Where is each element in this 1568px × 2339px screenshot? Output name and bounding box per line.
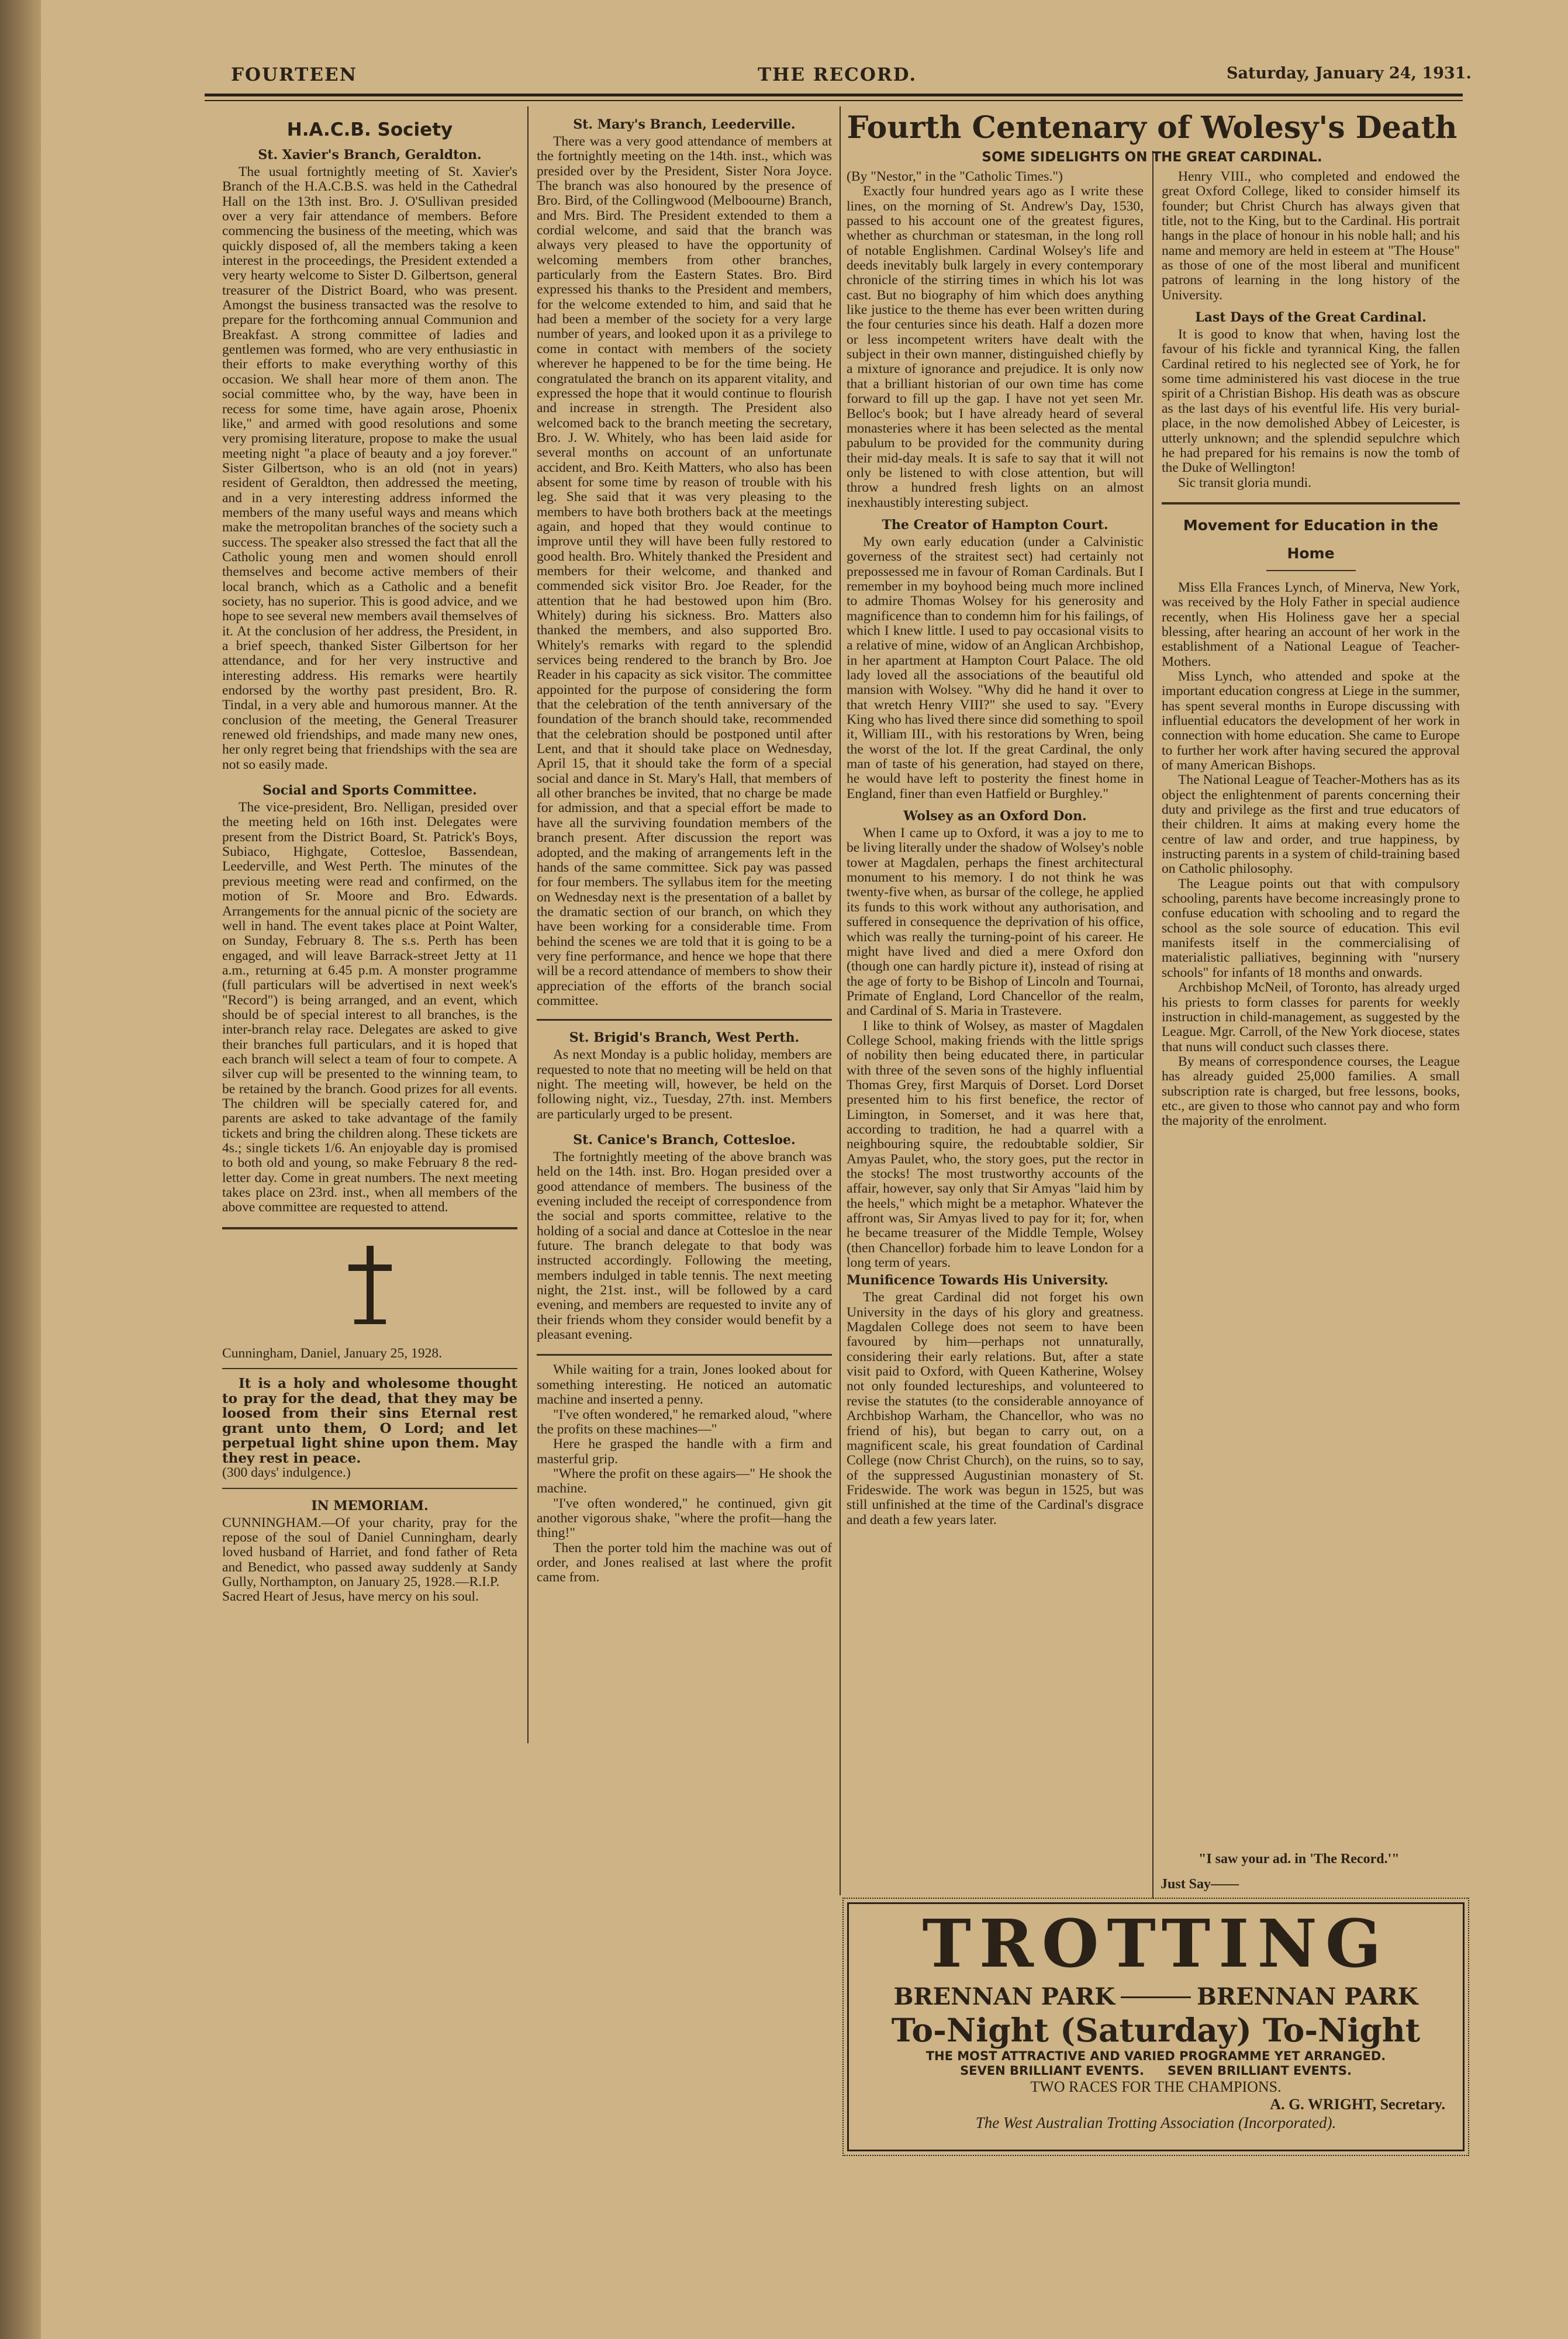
- article-subheading: Wolsey as an Oxford Don.: [903, 809, 1087, 824]
- page-binding-edge: [0, 0, 41, 2339]
- memoriam-closing: Sacred Heart of Jesus, have mercy on his soul.: [222, 1589, 479, 1605]
- divider: [1266, 570, 1356, 571]
- article-body: There was a very good attendance of members at the fortnightly meeting on the 14th. inst., which was presided over by the President, Sister Nora Joyce. The branch was also honoured by the presence of Bro. Bird, of the Collingwood (Melboourne) Branch, and Mrs. Bird. The President extended to them a cordial welcome, and said that the branch was always very pleased to have the opportunity of welcoming members from other branches, particularly from the Eastern States. Bro. Bird expressed his thanks to the President and members, for the welcome extended to him, and said that he had been a member of the society for a very large number of years, and looked upon it as a privilege to come in contact with members of the society wherever he happened to be for the time being. He congratulated the branch on its apparent vitality, and expressed the hope that it would continue to flourish and increase in strength. The President also welcomed back to the branch meeting the secretary, Bro. J. W. Whitely, who has been laid aside for several months on account of an unfortunate accident, and Bro. Keith Matters, who also has been absent for some time by reason of trouble with his leg. She said that it was very pleasing to the members to have both brothers back at the meetings again, and hoped that they would continue to improve until they will have been fully restored to good health. Bro. Whitely thanked the President and members for their welcome, and thanked and commended sick visitor Bro. Joe Reader, for the attention that he had bestowed upon him (Bro. Whitely) during his sickness. Bro. Matters also thanked the members, and also supported Bro. Whitely's remarks with regard to the splendid services being rendered to the branch by Bro. Joe Reader in his capacity as sick visitor. The committee appointed for the purpose of considering the form that the celebration of the tenth anniversary of the foundation of the branch should take, recommended that the celebration should be postponed until after Lent, and that it should take place on Wednesday, April 15, that it should take the form of a special social and dance in St. Mary's Hall, that members of all other branches be invited, that no charge be made for admission, and that a special effort be made to have all the surviving foundation members of the branch present. After discussion the report was adopted, and the making of arrangements left in the hands of the same committee. Sick pay was passed for four members. The syllabus item for the meeting on Wednesday next is the presentation of a ballet by the dramatic section of our branch, on which they have been working for a considerable time. From behind the scenes we are told that it is going to be a very fine performance, and hence we hope that there will be a record attendance of members to show their appreciation of the efforts of the branch social committee.: [537, 134, 832, 1008]
- ad-venue: [849, 1982, 1463, 2012]
- article-body: Archbishop McNeil, of Toronto, has already urged his priests to form classes for parents for weekly instruction in child-management, as suggested by the League. Mgr. Carroll, of the New York diocese, states that nuns will conduct such classes there.: [1162, 980, 1460, 1055]
- article-body: As next Monday is a public holiday, members are requested to note that no meeting will be held on that night. The meeting will, however, be held on the following night, viz., Tuesday, 27th. inst. Members are particularly urged to be present.: [537, 1047, 832, 1122]
- story-paragraph: Then the porter told him the machine was out of order, and Jones realised at last where the profit came from.: [537, 1540, 832, 1585]
- article-body: The National League of Teacher-Mothers has as its object the enlightenment of parents concerning their duty and privilege as the first and true educators of their children. It aims at making every home the centre of law and order, and true happiness, by instructing parents in a system of child-training based on Catholic philosophy.: [1162, 772, 1460, 877]
- closing-latin: Sic transit gloria mundi.: [1178, 475, 1312, 490]
- divider: [537, 1019, 832, 1021]
- masthead: THE RECORD.: [758, 64, 917, 85]
- wolsey-subheadline: SOME SIDELIGHTS ON THE GREAT CARDINAL.: [982, 150, 1322, 165]
- byline: (By "Nestor," in the "Catholic Times."): [847, 169, 1063, 184]
- column-rule: [527, 106, 529, 1743]
- ad-venue-left: BRENNAN PARK: [893, 1983, 1115, 2010]
- article-body: The vice-president, Bro. Nelligan, presided over the meeting held on 16th inst. Delegates were present from the District Board, St. Patrick's Boys, Subiaco, Highgate, Cottesloe, Bassendean, Leederville, and West Perth. The minutes of the previous meeting were read and confirmed, on the motion of Sr. Moore and Bro. Edwards. Arrangements for the annual picnic of the society are well in hand. The event takes place at Point Walter, on Sunday, February 8. The s.s. Perth has been engaged, and will leave Barrack-street Jetty at 11 a.m., returning at 6.45 p.m. A monster programme (full particulars will be advertised in next week's "Record") is being arranged, and an event, which should be of special interest to all branches, is the inter-branch relay race. Delegates are asked to give their branches full particulars, and it is hoped that each branch will select a team of four to compete. A silver cup will be presented to the winning team, to be retained by the branch. Good prizes for all events. The children will be specially catered for, and parents are asked to take advantage of the family tickets and bring the children along. These tickets are 4s.; single tickets 1/6. An enjoyable day is promised to both old and young, so make February 8 the red-letter day. Come in great numbers. The next meeting takes place on 23rd. inst., when all members of the above committee are requested to attend.: [222, 800, 517, 1215]
- ad-events-right: SEVEN BRILLIANT EVENTS.: [1168, 2064, 1352, 2078]
- article-body: The great Cardinal did not forget his own University in the days of his glory and greatness. Magdalen College does not seem to have been favoured by him—perhaps not unnaturally, considering their early relations. But, after a state visit paid to Oxford, with Queen Katherine, Wolsey not only founded lectureships, and volunteered to revise the statutes (to the considerable annoyance of Archbishop Warham, the Chancellor, who was no friend of his), but began to carry out, on a magnificent scale, his great foundation of Cardinal College (now Christ Church), on the ruins, so to say, of the suppressed Augustinian monastery of St. Frideswide. The work was begun in 1525, but was still unfinished at the time of the Cardinal's disgrace and death a few years later.: [847, 1290, 1144, 1528]
- article-subheading: Munificence Towards His University.: [847, 1273, 1108, 1288]
- article-subheading: Last Days of the Great Cardinal.: [1195, 310, 1427, 326]
- ad-when: To-Night (Saturday) To-Night: [891, 2011, 1421, 2049]
- story-paragraph: Here he grasped the handle with a firm and masterful grip.: [537, 1436, 832, 1467]
- obituary-line: Cunningham, Daniel, January 25, 1928.: [222, 1346, 443, 1362]
- wolsey-headline: Fourth Centenary of Wolesy's Death: [847, 110, 1458, 146]
- column-2: [537, 115, 832, 1585]
- article-body: Henry VIII., who completed and endowed the great Oxford College, liked to consider himself its founder; but Christ Church has always given that title, not to the King, but to the Cardinal. His portrait hangs in the place of honour in his noble hall; and his name and memory are held in esteem at "The House" as those of one of the most liberal and munificent patrons of learning in the long history of the University.: [1162, 169, 1460, 303]
- column-3: [847, 170, 1144, 1528]
- ad-venue-right: BRENNAN PARK: [1197, 1983, 1418, 2010]
- divider: [537, 1354, 832, 1356]
- story-paragraph: While waiting for a train, Jones looked about for something interesting. He noticed an automatic machine and inserted a penny.: [537, 1362, 832, 1408]
- divider: [1162, 502, 1460, 505]
- article-body: It is good to know that when, having lost the favour of his fickle and tyrannical King, the fallen Cardinal retired to his neglected see of York, he for some time administered his vast diocese in the true spirit of a Christian Bishop. His death was as obscure as the last days of his eventful life. His very burial-place, in the now demolished Abbey of Leicester, is utterly unknown; and the splendid sepulchre which he had prepared for his remains is now the tomb of the Duke of Wellington!: [1162, 327, 1460, 476]
- indulgence-note: (300 days' indulgence.): [222, 1465, 351, 1481]
- ad-races: TWO RACES FOR THE CHAMPIONS.: [1030, 2078, 1282, 2095]
- article-body: Miss Ella Frances Lynch, of Minerva, New York, was received by the Holy Father in special audience recently, when His Holiness gave her a special blessing, after hearing an account of her work in the establishment of a National League of Teacher-Mothers.: [1162, 579, 1460, 669]
- article-body: My own early education (under a Calvinistic governess of the straitest sect) had certainly not prepossessed me in favour of Roman Cardinals. But I remember in my boyhood being much more inclined to admire Thomas Wolsey for his generosity and magnificence than to condemn him for his failings, of which I knew little. I used to pay occasional visits to a relative of mine, widow of an Anglican Archbishop, in her apartment at Hampton Court Palace. The old lady loved all the associations of the beautiful old mansion with Wolsey. "Why did he hand it over to that wretch Henry VIII?" she used to say. "Every King who has lived there since did something to spoil it, William III., with his restorations by Wren, being the worst of the lot. If the great Cardinal, the only man of taste of his generation, had stayed on there, he would have left to posterity the finest home in England, finer than even Hatfield or Burghley.": [847, 534, 1144, 801]
- ad-events-left: SEVEN BRILLIANT EVENTS.: [960, 2064, 1144, 2078]
- article-heading: St. Canice's Branch, Cottesloe.: [573, 1132, 796, 1148]
- article-body: By means of correspondence courses, the League has already guided 25,000 families. A small subscription rate is charged, but free lessons, books, etc., are given to those who cannot pay and who form the majority of the enrolment.: [1162, 1053, 1460, 1129]
- column-1: [222, 115, 517, 1605]
- article-body: Miss Lynch, who attended and spoke at the important education congress at Liege in the summer, has spent several months in Europe discussing with influential educators the development of her work in connection with home education. She came to Europe to further her work after having secured the approval of many American Bishops.: [1162, 668, 1460, 773]
- section-title: H.A.C.B. Society: [286, 119, 453, 140]
- story-paragraph: "Where the profit on these agairs—" He shook the machine.: [537, 1466, 832, 1497]
- story-paragraph: "I've often wondered," he remarked aloud, "where the profits on these machines—": [537, 1407, 832, 1437]
- cross-icon: [222, 1246, 517, 1331]
- article-body: The League points out that with compulsory schooling, parents have become increasingly prone to confuse education with schooling and to regard the school as the sole source of education. This evil manifests itself in the commercialising of materialistic palliatives, beginning with "nursery schools" for infants of 18 months and onwards.: [1162, 876, 1460, 980]
- ad-title: TROTTING: [922, 1906, 1390, 1982]
- column-rule: [1152, 151, 1153, 1899]
- article-body: I like to think of Wolsey, as master of Magdalen College School, making friends with the little sprigs of nobility then being educated there, in particular with three of the seven sons of the highly influential Thomas Grey, first Marquis of Dorset. Lord Dorset presented him to his first benefice, the rector of Limington, in Somerset, and it was here that, according to tradition, he had a quarrel with a neighbouring squire, the redoubtable soldier, Sir Amyas Paulet, who, the story goes, put the rector in the stocks! The most trustworthy accounts of the affair, however, say only that Sir Amyas "laid him by the heels," which might be a metaphor. Whatever the affront was, Sir Amyas lived to pay for it; for, when he became treasurer of the Middle Temple, Wolsey (then Chancellor) forbade him to leave London for a long term of years.: [847, 1018, 1144, 1271]
- education-headline: Movement for Education in the Home: [1183, 516, 1439, 562]
- column-rule: [840, 106, 841, 1895]
- ad-association: The West Australian Trotting Association (Incorporated).: [975, 2114, 1336, 2131]
- article-body: The usual fortnightly meeting of St. Xavier's Branch of the H.A.C.B.S. was held in the Cathedral Hall on the 13th inst. Bro. J. O'Sullivan presided over a very fair attendance of members. Before commencing the business of the meeting, which was quickly disposed of, all the members taking a keen interest in the proceedings, the President extended a very hearty welcome to Sister D. Gilbertson, general treasurer of the District Board, who was present. Amongst the business transacted was the resolve to prepare for the forthcoming annual Communion and Breakfast. A strong committee of ladies and gentlemen was formed, who are very enthusiastic in their efforts to make everything worthy of this occasion. We shall hear more of them anon. The social committee who, by the way, have been in recess for some time, have again arose, Phoenix like," and armed with good resolutions and some very promising literature, propose to make the usual meeting night "a place of beauty and a joy forever." Sister Gilbertson, who is an old (not in years) resident of Geraldton, then addressed the meeting, and in a very interesting address informed the members of the many useful ways and means which make the metropolitan branches of the society such a success. The speaker also stressed the fact that all the Catholic young men and women should enroll themselves and become active members of their local branch, which as a Catholic and a benefit society, has no superior. This is good advice, and we hope to see several new members avail themselves of it. At the conclusion of her address, the President, in a brief speech, thanked Sister Gilbertson for her attendance, and for her very instructive and interesting address. His remarks were heartily endorsed by the worthy past president, Bro. R. Tindal, in a very able and humorous manner. At the conclusion of the meeting, the General Treasurer renewed old friendships, and made many new ones, her only regret being that friendships with the sea are not so easily made.: [222, 164, 517, 772]
- column-4: [1162, 170, 1460, 1129]
- ad-programme: THE MOST ATTRACTIVE AND VARIED PROGRAMME YET ARRANGED.: [925, 2049, 1386, 2063]
- divider: [222, 1368, 517, 1369]
- article-subheading: The Creator of Hampton Court.: [882, 517, 1108, 533]
- article-body: The fortnightly meeting of the above branch was held on the 14th. inst. Bro. Hogan presided over a good attendance of members. The business of the evening included the receipt of correspondence from the social and sports committee, relative to the holding of a social and dance at Cottesloe in the near future. The branch delegate to that body was instructed accordingly. Following the meeting, members indulged in table tennis. The next meeting night, the 21st. inst., will be followed by a card evening, and members are requested to invite any of their friends whom they consider would benefit by a pleasant evening.: [537, 1149, 832, 1343]
- advert-slogan: "I saw your ad. in 'The Record.'": [1199, 1851, 1400, 1867]
- trotting-advertisement: [847, 1902, 1465, 2151]
- divider: [222, 1227, 517, 1229]
- story-paragraph: "I've often wondered," he continued, givn git another vigorous shake, "where the profit—hang the thing!": [537, 1495, 832, 1541]
- divider: [222, 1488, 517, 1489]
- article-body: Exactly four hundred years ago as I write these lines, on the morning of St. Andrew's Day, 1530, passed to his account one of the greatest figures, whether as churchman or statesman, in the long roll of notable Englishmen. Cardinal Wolsey's life and deeds inevitably bulk largely in every contemporary chronicle of the stirring times in which his lot was cast. But no biography of him which does anything like justice to the theme has ever been written during the four centuries since his death. Half a dozen more or less incompetent writers have dealt with the subject in their own manner, distinguished chiefly by a mixture of ignorance and prejudice. It is only now that a brilliant historian of our own time has come forward to fill up the gap. I have not yet seen Mr. Belloc's book; but I have already heard of several monasteries where it has been selected as the mental pabulum to be provided for the community during their mid-day meals. It is safe to say that it will not only be listened to with close attention, but will throw a hundred fresh lights on an almost inexhaustibly interesting subject.: [847, 184, 1144, 510]
- memoriam-heading: IN MEMORIAM.: [311, 1498, 429, 1514]
- article-heading: St. Brigid's Branch, West Perth.: [569, 1030, 800, 1046]
- article-heading: Social and Sports Committee.: [263, 783, 477, 799]
- advert-slogan-lead: Just Say——: [1161, 1877, 1239, 1892]
- memoriam-notice: CUNNINGHAM.—Of your charity, pray for the repose of the soul of Daniel Cunningham, dearly loved husband of Harriet, and fond father of Reta and Benedict, who passed away suddenly at Sandy Gully, Northampton, on January 25, 1928.—R.I.P.: [222, 1515, 517, 1590]
- page-number: FOURTEEN: [231, 64, 357, 85]
- ad-secretary: A. G. WRIGHT, Secretary.: [1270, 2096, 1445, 2113]
- article-body: When I came up to Oxford, it was a joy to me to be living literally under the shadow of Wolsey's noble tower at Magdalen, perhaps the finest architectural monument to his memory. I do not think he was twenty-five when, as bursar of the college, he applied its funds to this work without any authorisation, and suffered in consequence the deprivation of his office, which was really the turning-point of his career. He might have lived and died a mere Oxford don (though one can hardly picture it), instead of rising at the age of forty to be Bishop of Lincoln and Tournai, Primate of England, Lord Chancellor of the realm, and Cardinal of S. Maria in Trastevere.: [847, 825, 1144, 1019]
- ad-venue-dash: [1121, 1996, 1191, 1998]
- article-heading: St. Xavier's Branch, Geraldton.: [258, 147, 482, 163]
- header-rule: [205, 94, 1463, 96]
- header-rule-thin: [205, 100, 1463, 101]
- ad-events: [849, 2064, 1463, 2078]
- issue-date: Saturday, January 24, 1931.: [1227, 64, 1472, 82]
- article-heading: St. Mary's Branch, Leederville.: [573, 117, 796, 132]
- prayer-text: It is a holy and wholesome thought to pray for the dead, that they may be loosed from their sins Eternal rest grant unto them, O Lord; and let perpetual light shine upon them. May they rest in peace.: [222, 1376, 517, 1466]
